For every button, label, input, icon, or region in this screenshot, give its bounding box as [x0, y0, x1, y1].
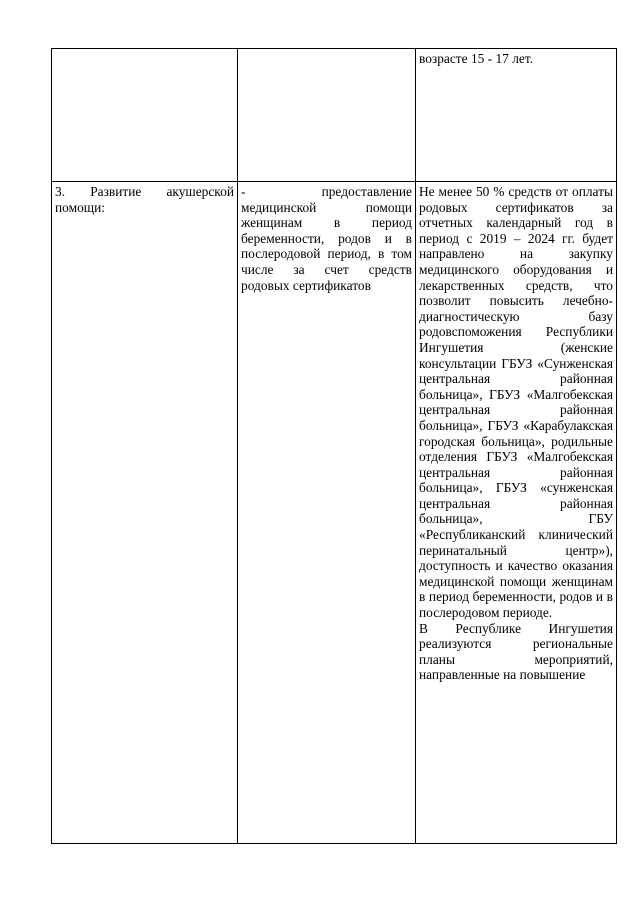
table-cell-results [416, 49, 617, 182]
table-cell-measures [238, 49, 416, 182]
table-cell-results [416, 182, 617, 844]
document-table [51, 48, 617, 844]
table-row [52, 182, 617, 844]
table-cell-measures: - предоставление медицинской помощи женщинам в период беременности, родов и в послеродовой период, в том числе за счет средств родовых сертификатов [238, 182, 416, 844]
cell-paragraph: Не менее 50 % средств от оплаты родовых сертификатов за отчетных календарный год в период с 2019 – 2024 гг. будет направлено на закупку медицинского оборудования и лекарственных средств, что позволит повысить лечебно-диагностическую базу родовспоможения Республики Ингушетия (женские консультации ГБУЗ «Сунженская центральная районная больница», ГБУЗ «Малгобекская центральная районная больница», ГБУЗ «Карабулакская городская больница», родильные отделения ГБУЗ «Малгобекская центральная районная больница», ГБУЗ «сунженская центральная районная больница», ГБУ «Республиканский клинический перинатальный центр»), доступность и качество оказания медицинской помощи женщинам в период беременности, родов и в послеродовом периоде. [419, 184, 613, 621]
cell-paragraph: возрасте 15 - 17 лет. [419, 51, 534, 66]
table-row [52, 49, 617, 182]
cell-paragraph: В Республике Ингушетия реализуются региональные планы мероприятий, направленные на повышение [419, 620, 613, 683]
table-cell-direction [52, 49, 238, 182]
table-cell-direction: 3. Развитие акушерской помощи: [52, 182, 238, 844]
